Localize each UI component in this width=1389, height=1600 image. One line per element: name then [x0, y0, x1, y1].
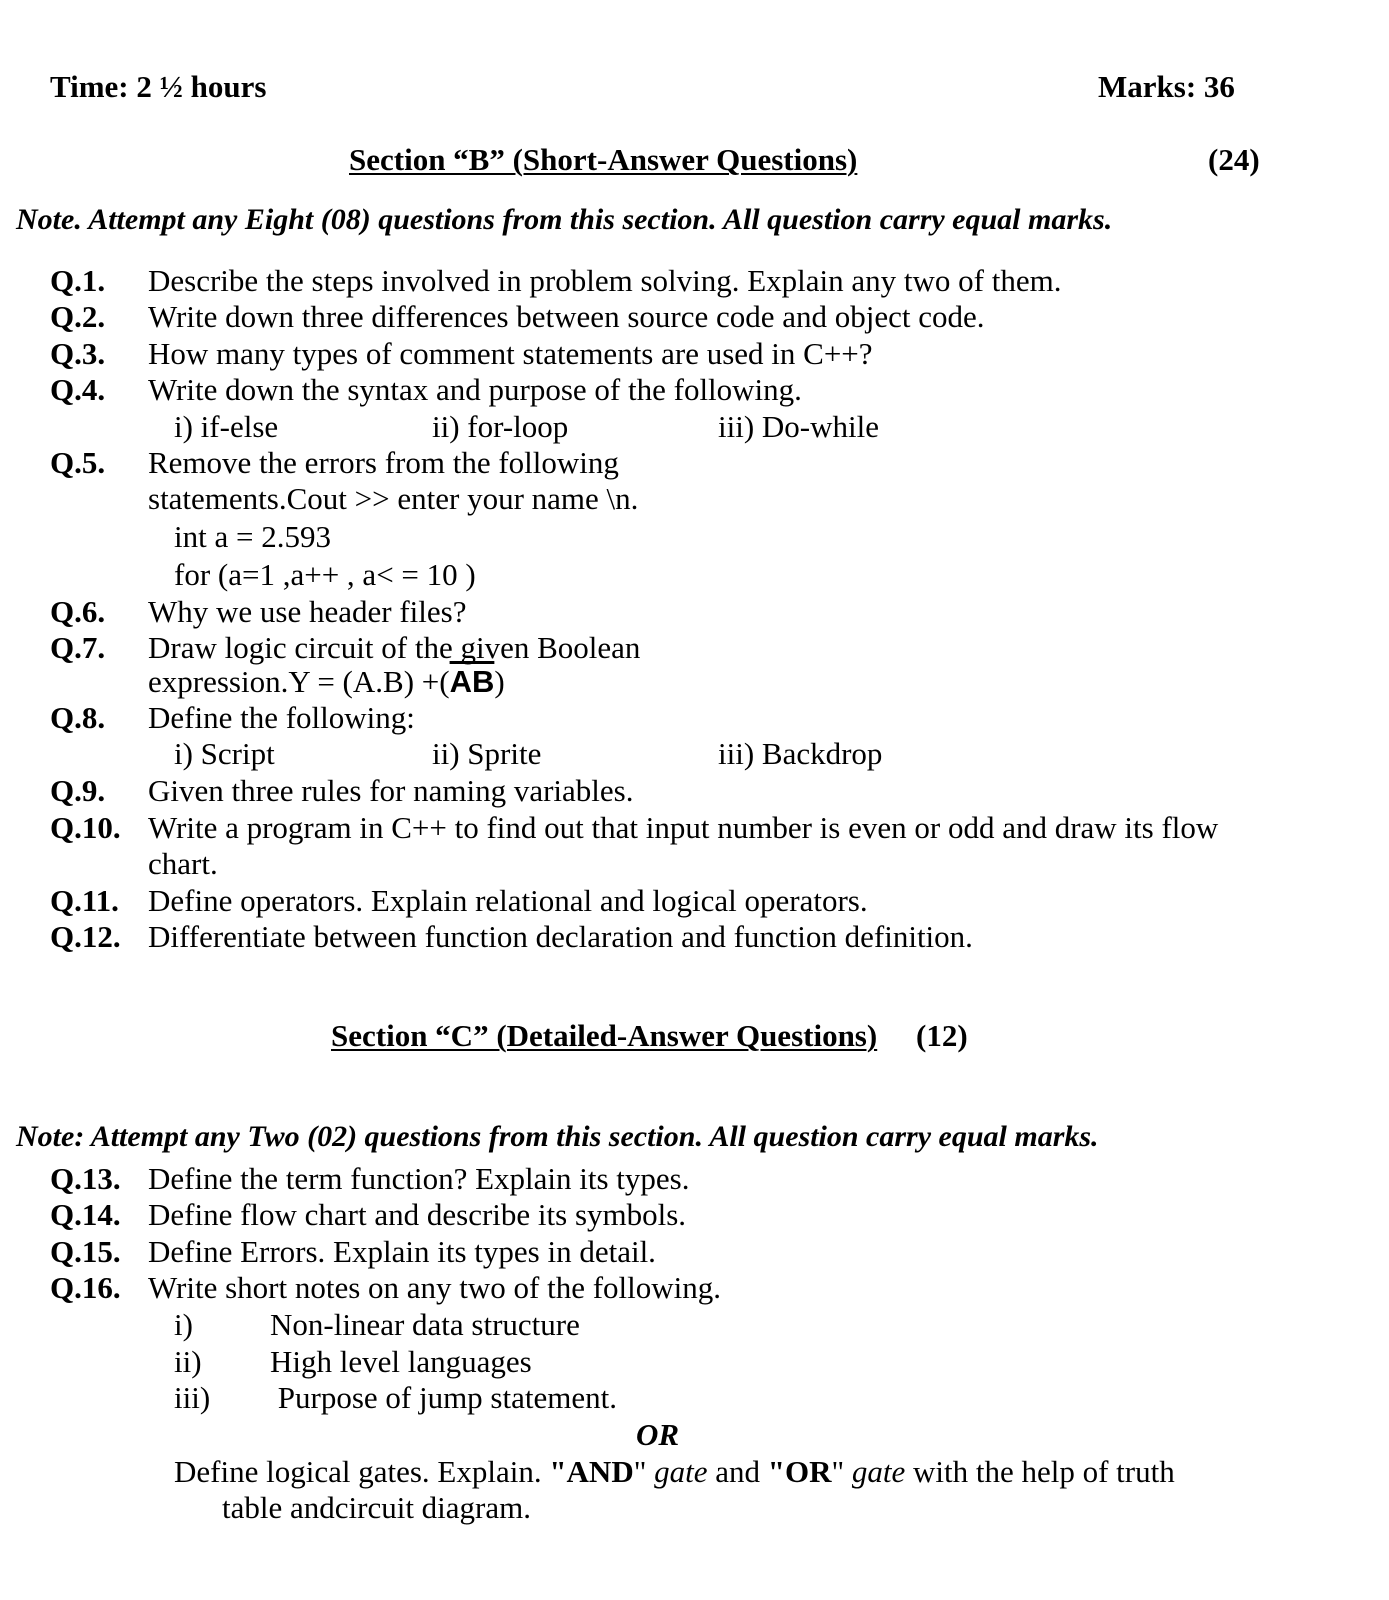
or-quote: " — [831, 1454, 852, 1489]
question-option: i) Script — [174, 736, 275, 771]
question-option: i) if-else — [174, 409, 279, 444]
question-number: Q.6. — [50, 594, 106, 629]
question-number: Q.13. — [50, 1161, 121, 1196]
question-number: Q.1. — [50, 263, 106, 298]
question-text: Differentiate between function declaration and function definition. — [148, 919, 973, 954]
question-option: iii) Backdrop — [718, 736, 883, 771]
question-text: Define Errors. Explain its types in detail. — [148, 1234, 656, 1269]
question-number: Q.2. — [50, 299, 106, 334]
question-text: Why we use header files? — [148, 594, 467, 629]
or-label: "OR — [767, 1454, 832, 1489]
question-number: Q.3. — [50, 336, 106, 371]
and-label: "AND — [549, 1454, 634, 1489]
question-number: Q.12. — [50, 919, 121, 954]
question-text: Define the following: — [148, 700, 415, 735]
question-text-line2: statements.Cout >> enter your name \n. — [148, 481, 639, 516]
section-b-title: Section “B” (Short-Answer Questions) — [349, 142, 858, 177]
question-number: Q.4. — [50, 372, 106, 407]
code-line: int a = 2.593 — [174, 519, 331, 554]
list-item-text: Purpose of jump statement. — [270, 1380, 617, 1415]
question-option: ii) Sprite — [432, 736, 542, 771]
section-b-note: Note. Attempt any Eight (08) questions from this section. All question carry equal marks. — [16, 203, 1113, 236]
gate-word: gate — [851, 1454, 906, 1489]
gate-word: gate — [654, 1454, 708, 1489]
question-number: Q.16. — [50, 1270, 121, 1305]
question-text: Draw logic circuit of the given Boolean — [148, 630, 641, 665]
or-separator: OR — [636, 1417, 680, 1452]
list-item-label: i) — [174, 1307, 193, 1342]
question-text-line2: chart. — [148, 846, 218, 881]
complement-b: $\overline{B}$ — [471, 664, 495, 699]
question-number: Q.9. — [50, 773, 106, 808]
question-number: Q.15. — [50, 1234, 121, 1269]
alternative-question-line2: table andcircuit diagram. — [222, 1490, 532, 1525]
boolean-expression — [148, 663, 505, 700]
alt-text: with the help of truth — [905, 1454, 1175, 1489]
question-number: Q.8. — [50, 700, 106, 735]
question-option: ii) for-loop — [432, 409, 569, 444]
question-text: Given three rules for naming variables. — [148, 773, 634, 808]
list-item-label: iii) — [174, 1380, 211, 1415]
alt-text: Define logical gates. Explain. — [174, 1454, 550, 1489]
question-text: Define flow chart and describe its symbols. — [148, 1197, 687, 1232]
question-text: Write short notes on any two of the following. — [148, 1270, 722, 1305]
list-item-text: Non-linear data structure — [270, 1307, 580, 1342]
question-text: Write down the syntax and purpose of the following. — [148, 372, 802, 407]
section-c-note: Note: Attempt any Two (02) questions from this section. All question carry equal marks. — [16, 1120, 1099, 1153]
question-text: Write down three differences between source code and object code. — [148, 299, 985, 334]
section-c-marks: (12) — [916, 1018, 968, 1053]
exam-time: Time: 2 ½ hours — [50, 69, 267, 104]
question-text: Define operators. Explain relational and logical operators. — [148, 883, 868, 918]
question-text: Describe the steps involved in problem solving. Explain any two of them. — [148, 263, 1062, 298]
question-number: Q.7. — [50, 630, 106, 665]
expression-close: ) — [494, 664, 505, 699]
question-number: Q.10. — [50, 810, 121, 845]
list-item-text: High level languages — [270, 1344, 532, 1379]
question-text: How many types of comment statements are used in C++? — [148, 336, 873, 371]
question-option: iii) Do-while — [718, 409, 879, 444]
question-text: Remove the errors from the following — [148, 445, 619, 480]
question-number: Q.14. — [50, 1197, 121, 1232]
alt-text: and — [707, 1454, 768, 1489]
complement-a: $\overline{A}$ — [449, 664, 472, 699]
and-quote: " — [633, 1454, 655, 1489]
alternative-question — [174, 1453, 1175, 1490]
question-number: Q.5. — [50, 445, 106, 480]
exam-marks: Marks: 36 — [1098, 69, 1235, 104]
section-b-marks: (24) — [1208, 142, 1260, 177]
question-text: Define the term function? Explain its types. — [148, 1161, 690, 1196]
question-text: Write a program in C++ to find out that input number is even or odd and draw its flow — [148, 810, 1219, 845]
expression-text: expression.Y = (A.B) +( — [148, 664, 450, 699]
list-item-label: ii) — [174, 1344, 202, 1379]
question-number: Q.11. — [50, 883, 119, 918]
section-c-title: Section “C” (Detailed-Answer Questions) — [331, 1018, 878, 1053]
code-line: for (a=1 ,a++ , a< = 10 ) — [174, 557, 476, 592]
